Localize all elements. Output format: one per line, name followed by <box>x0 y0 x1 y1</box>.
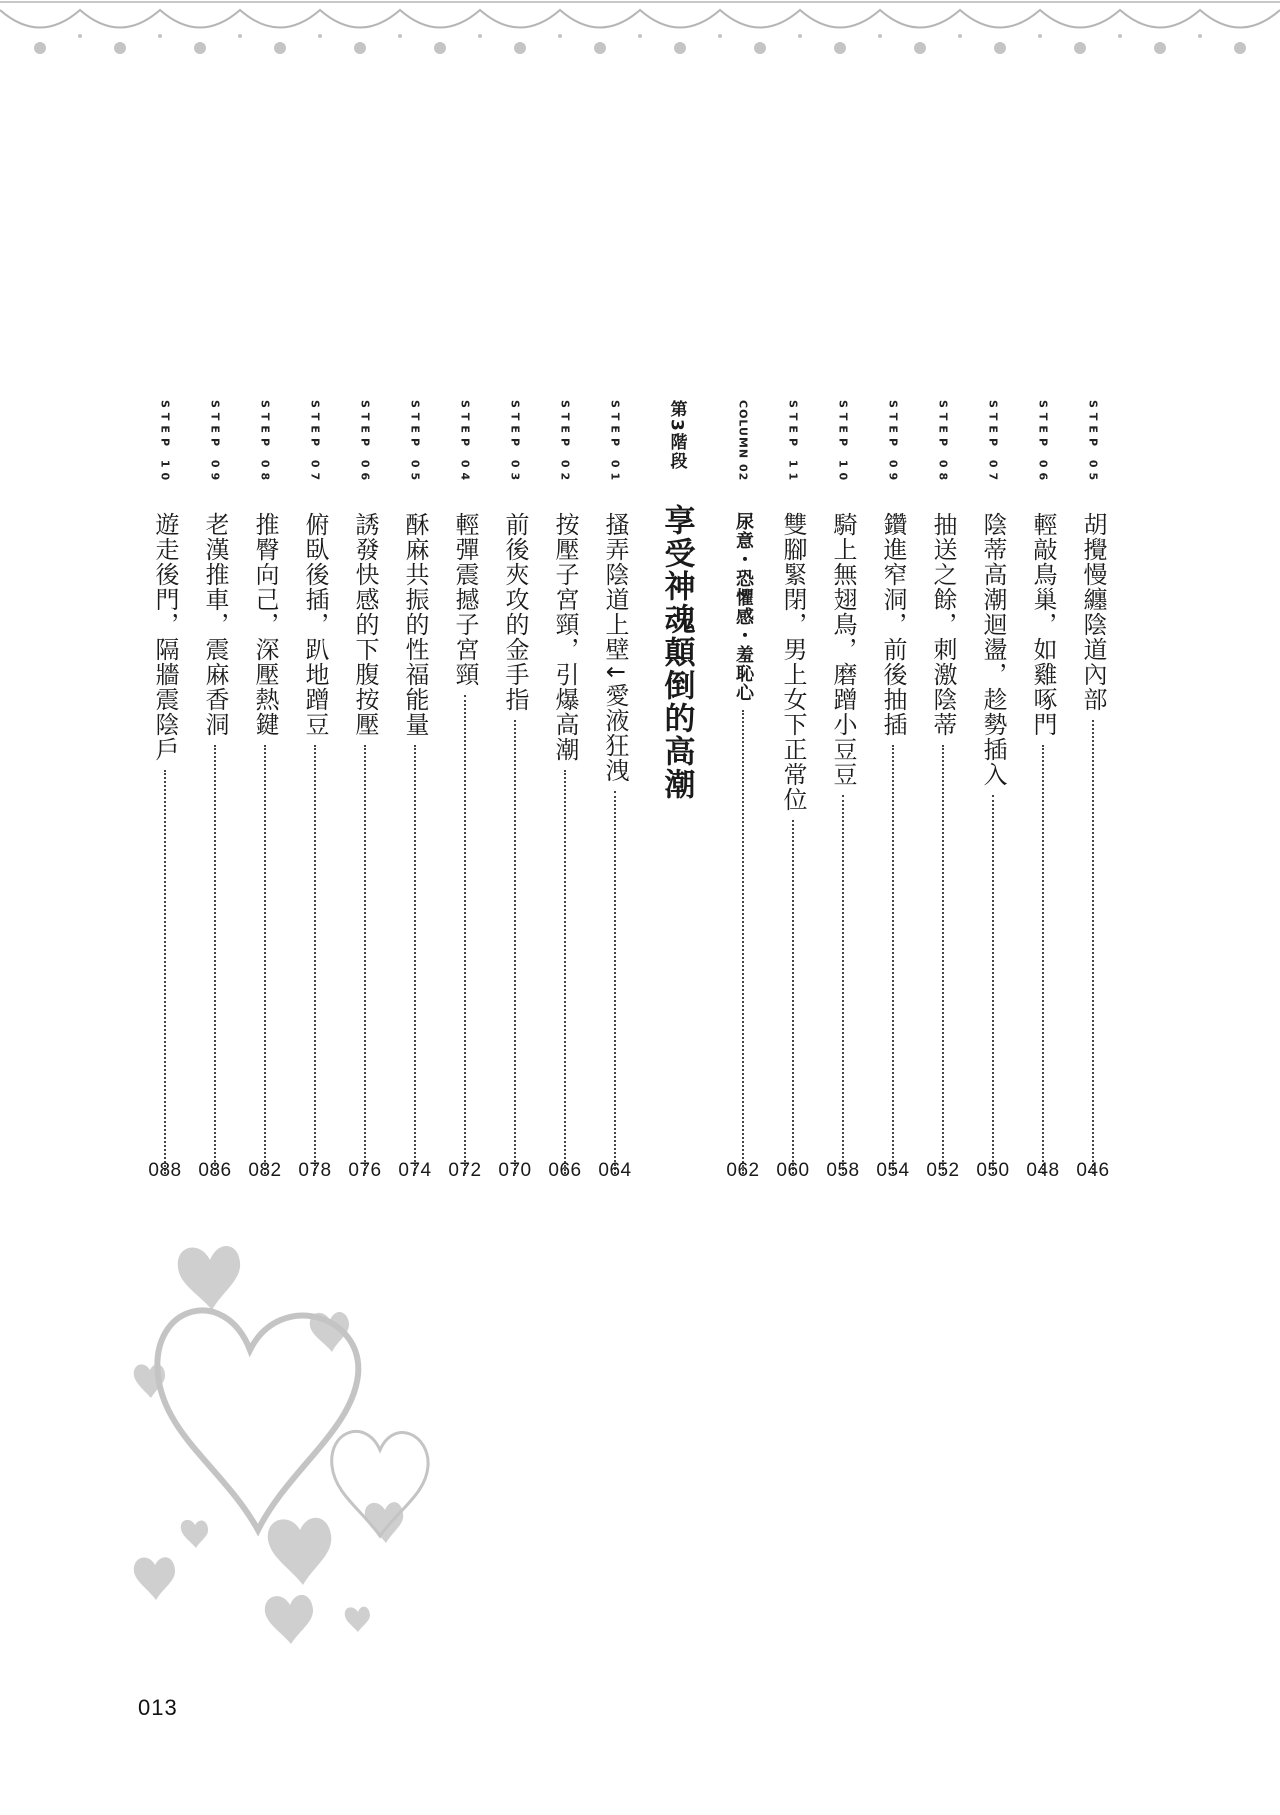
entry-title: 搔弄陰道上壁↓愛液狂洩 <box>601 512 629 784</box>
step-label: STEP 08 <box>936 400 950 486</box>
heart-icon <box>265 1595 313 1644</box>
toc-entry[interactable] <box>600 400 630 1180</box>
entry-title: 抽送之餘，刺激陰蒂 <box>929 512 957 737</box>
entry-title: 誘發快感的下腹按壓 <box>351 512 379 737</box>
section-title: 享受神魂顛倒的高潮 <box>658 504 695 801</box>
page-number: 060 <box>776 1160 810 1181</box>
page-number: 088 <box>148 1160 182 1181</box>
page-number: 078 <box>298 1160 332 1181</box>
heart-icon <box>268 1518 332 1585</box>
toc-entry[interactable] <box>778 400 808 1180</box>
table-of-contents <box>0 400 1280 1180</box>
entry-title: 酥麻共振的性福能量 <box>401 512 429 737</box>
dotted-leader <box>792 820 794 1174</box>
page-number: 086 <box>198 1160 232 1181</box>
toc-entry[interactable] <box>878 400 908 1180</box>
step-label: STEP 05 <box>1086 400 1100 486</box>
toc-entry[interactable] <box>250 400 280 1180</box>
dotted-leader <box>414 745 416 1174</box>
entry-title: 胡攪慢纏陰道內部 <box>1079 512 1107 712</box>
entry-title: 鑽進窄洞，前後抽插 <box>879 512 907 737</box>
column-label: COLUMN 02 <box>736 400 750 482</box>
toc-entry[interactable] <box>450 400 480 1180</box>
page-number: 046 <box>1076 1160 1110 1181</box>
step-label: STEP 09 <box>208 400 222 486</box>
toc-entry[interactable] <box>150 400 180 1180</box>
step-label: STEP 07 <box>986 400 1000 486</box>
dotted-leader <box>892 745 894 1174</box>
page-number: 062 <box>726 1160 760 1181</box>
page-number: 072 <box>448 1160 482 1181</box>
toc-entry-column[interactable] <box>728 400 758 1180</box>
dotted-leader <box>942 745 944 1174</box>
page-number: 054 <box>876 1160 910 1181</box>
entry-title: 老漢推車，震麻香洞 <box>201 512 229 737</box>
step-label: STEP 02 <box>558 400 572 486</box>
toc-entry[interactable] <box>828 400 858 1180</box>
page-number: 064 <box>598 1160 632 1181</box>
heart-icon <box>134 1557 175 1600</box>
toc-entry[interactable] <box>300 400 330 1180</box>
step-label: STEP 07 <box>308 400 322 486</box>
entry-title: 俯臥後插，趴地蹭豆 <box>301 512 329 737</box>
page-number: 048 <box>1026 1160 1060 1181</box>
entry-title: 雙腳緊閉，男上女下正常位 <box>779 512 807 812</box>
toc-entry[interactable] <box>1028 400 1058 1180</box>
entry-title: 推臀向己，深壓熱鍵 <box>251 512 279 737</box>
page-number: 082 <box>248 1160 282 1181</box>
hearts-decoration <box>130 1230 510 1650</box>
step-label: STEP 11 <box>786 400 800 486</box>
dotted-leader <box>842 795 844 1174</box>
toc-entry[interactable] <box>1078 400 1108 1180</box>
section-prefix: 第3階段 <box>666 400 687 471</box>
dotted-leader <box>214 745 216 1174</box>
toc-entry[interactable] <box>550 400 580 1180</box>
page-number: 074 <box>398 1160 432 1181</box>
dotted-leader <box>992 795 994 1174</box>
step-label: STEP 04 <box>458 400 472 486</box>
dotted-leader <box>1092 720 1094 1174</box>
heart-icon <box>345 1607 370 1632</box>
toc-entry[interactable] <box>500 400 530 1180</box>
entry-title: 騎上無翅鳥，磨蹭小豆豆 <box>829 512 857 787</box>
section-heading <box>654 400 700 1180</box>
dotted-leader <box>564 770 566 1174</box>
page-number: 050 <box>976 1160 1010 1181</box>
page-number: 076 <box>348 1160 382 1181</box>
entry-title: 陰蒂高潮迴盪，趁勢插入 <box>979 512 1007 787</box>
page-number: 070 <box>498 1160 532 1181</box>
entry-title: 按壓子宮頸，引爆高潮 <box>551 512 579 762</box>
dotted-leader <box>742 710 744 1174</box>
toc-entry[interactable] <box>350 400 380 1180</box>
step-label: STEP 06 <box>358 400 372 486</box>
step-label: STEP 05 <box>408 400 422 486</box>
heart-icon <box>181 1520 208 1548</box>
heart-icon <box>178 1246 240 1310</box>
dotted-leader <box>314 745 316 1174</box>
dotted-leader <box>464 695 466 1174</box>
toc-entry[interactable] <box>400 400 430 1180</box>
entry-title: 前後夾攻的金手指 <box>501 512 529 712</box>
entry-title: 輕敲鳥巢，如雞啄門 <box>1029 512 1057 737</box>
entry-title: 遊走後門，隔牆震陰戶 <box>151 512 179 762</box>
page-number: 058 <box>826 1160 860 1181</box>
page-number: 052 <box>926 1160 960 1181</box>
dotted-leader <box>514 720 516 1174</box>
entry-title: 輕彈震撼子宮頸 <box>451 512 479 687</box>
page-number: 066 <box>548 1160 582 1181</box>
page-folio: 013 <box>138 1695 178 1720</box>
lace-border <box>0 0 1280 80</box>
dotted-leader <box>364 745 366 1174</box>
step-label: STEP 06 <box>1036 400 1050 486</box>
toc-entry[interactable] <box>200 400 230 1180</box>
step-label: STEP 08 <box>258 400 272 486</box>
step-label: STEP 10 <box>836 400 850 486</box>
toc-entry[interactable] <box>978 400 1008 1180</box>
entry-title: 尿意・恐懼感・羞恥心 <box>733 512 754 702</box>
step-label: STEP 03 <box>508 400 522 486</box>
step-label: STEP 09 <box>886 400 900 486</box>
step-label: STEP 01 <box>608 400 622 486</box>
dotted-leader <box>164 770 166 1174</box>
step-label: STEP 10 <box>158 400 172 486</box>
dotted-leader <box>264 745 266 1174</box>
dotted-leader <box>614 791 616 1174</box>
toc-entry[interactable] <box>928 400 958 1180</box>
dotted-leader <box>1042 745 1044 1174</box>
